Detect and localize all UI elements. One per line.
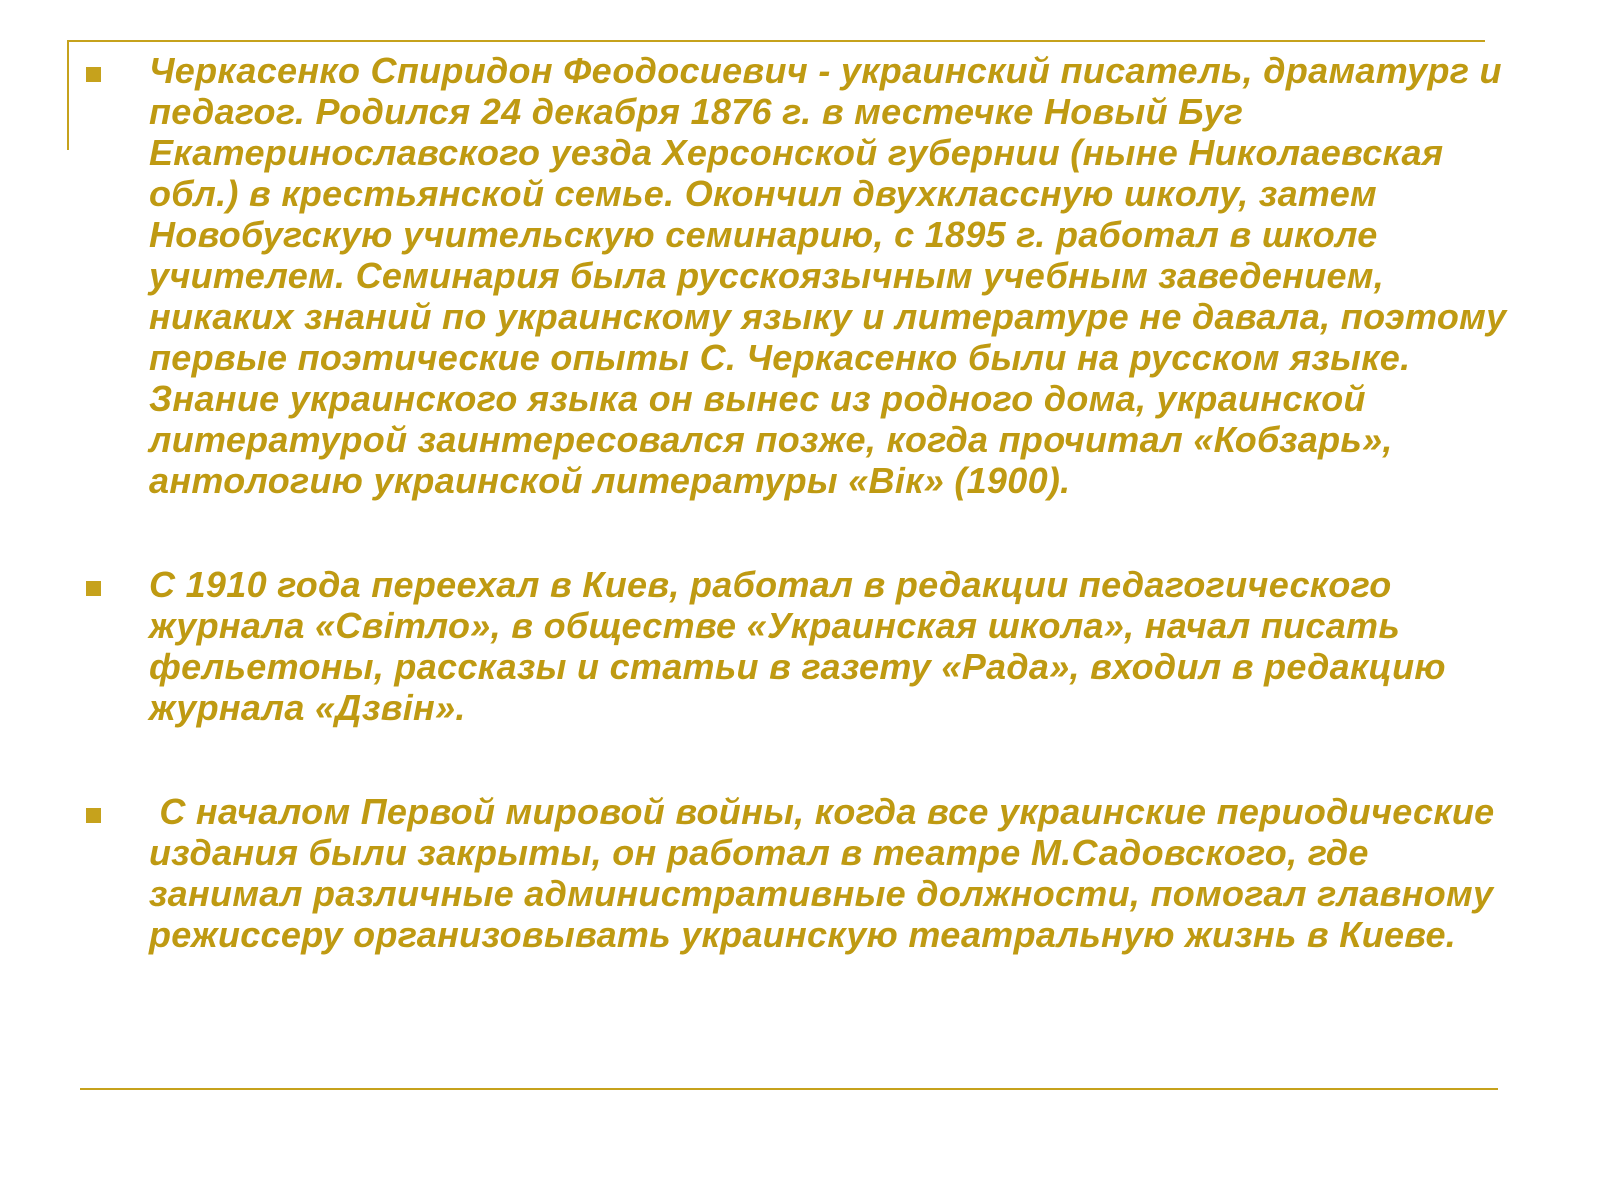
bullet-item-kiev [86, 564, 1516, 728]
bullet-list [86, 50, 1516, 955]
bottom-border-line [80, 1088, 1498, 1090]
bullet-item-biography [86, 50, 1516, 501]
top-border-line [67, 40, 1485, 42]
bullet-text: Черкасенко Спиридон Феодосиевич - украинский писатель, драматург и педагог. Родился 24 декабря 1876 г. в местечке Новый Буг Екатеринославского уезда Херсонской губернии (ныне Николаевская обл.) в крестьянской семье. Окончил двухклассную школу, затем Новобугскую учительскую семинарию, с 1895 г. работал в школе учителем. Семинария была русскоязычным учебным заведением, никаких знаний по украинскому языку и литературе не давала, поэтому первые поэтические опыты С. Черкасенко были на русском языке. Знание украинского языка он вынес из родного дома, украинской литературой заинтересовался позже, когда прочитал «Кобзарь», антологию украинской литературы «Вік» (1900). [149, 50, 1517, 501]
bullet-text: С началом Первой мировой войны, когда все украинские периодические издания были закрыты, он работал в театре М.Садовского, где занимал различные административные должности, помогал главному режиссеру организовывать украинскую театральную жизнь в Киеве. [149, 791, 1505, 955]
left-border-line [67, 40, 69, 150]
square-bullet-icon [86, 67, 101, 82]
bullet-item-war [86, 791, 1516, 955]
square-bullet-icon [86, 808, 101, 823]
bullet-text: С 1910 года переехал в Киев, работал в редакции педагогического журнала «Світло», в обществе «Украинская школа», начал писать фельетоны, рассказы и статьи в газету «Рада», входил в редакцию журнала «Дзвін». [149, 564, 1457, 728]
square-bullet-icon [86, 581, 101, 596]
